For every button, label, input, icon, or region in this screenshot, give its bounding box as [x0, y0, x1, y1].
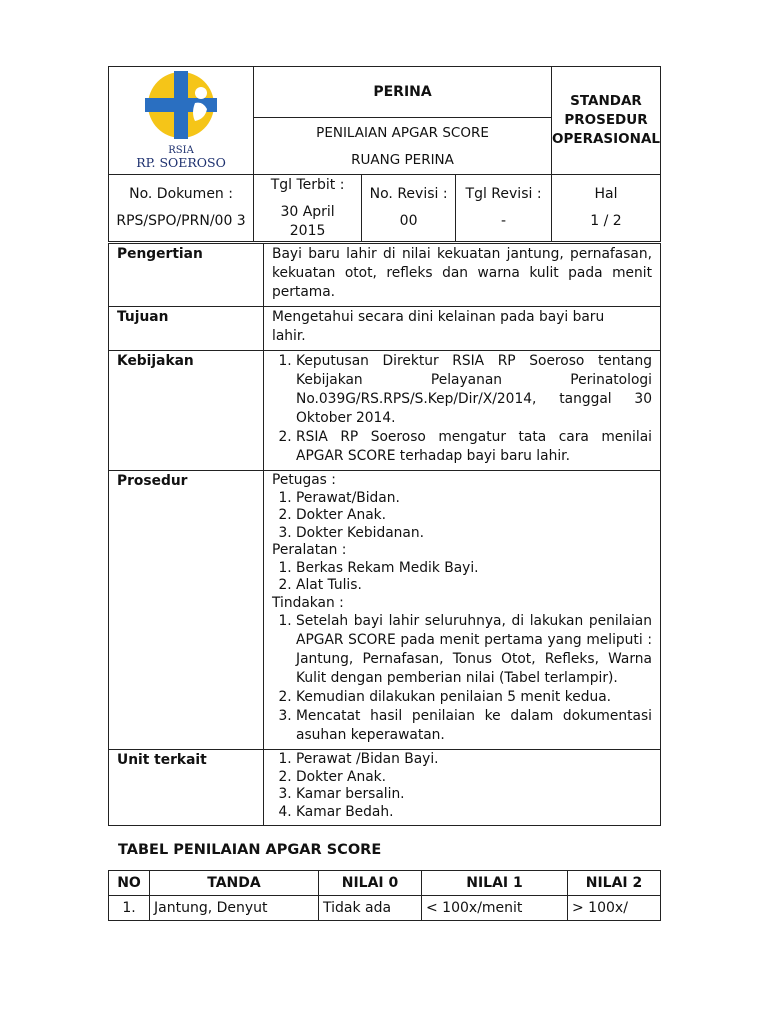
- pengertian-row: [109, 244, 661, 307]
- doc-type-line-3: OPERASIONAL: [551, 131, 660, 147]
- column-header: NO: [109, 871, 150, 896]
- title-cell: [254, 67, 552, 175]
- list-item: 3. Kamar bersalin.: [296, 786, 652, 804]
- doc-type-line-2: PROSEDUR: [564, 112, 648, 128]
- list-item: 1. Setelah bayi lahir seluruhnya, di lakukan penilaian APGAR SCORE pada menit pertama yang meliputi : Jantung, Pernafasan, Tonus Otot, Refleks, Warna Kulit dengan pemberian nilai (Tabel terlampir).: [296, 612, 652, 688]
- table-cell: Jantung, Denyut: [150, 896, 319, 921]
- column-header: NILAI 1: [422, 871, 568, 896]
- sop-body-table: [108, 243, 661, 826]
- tgl-terbit-cell: [254, 175, 362, 242]
- list-item: 1. Keputusan Direktur RSIA RP Soeroso tentang Kebijakan Pelayanan Perinatologi No.039G/RS.RPS/S.Kep/Dir/X/2014, tanggal 30 Oktober 2014.: [296, 352, 652, 428]
- pengertian-text: Bayi baru lahir di nilai kekuatan jantung, pernafasan, kekuatan otot, refleks dan warna kulit pada menit pertama.: [264, 244, 661, 307]
- table-cell: < 100x/menit: [422, 896, 568, 921]
- prosedur-label: Prosedur: [109, 471, 264, 750]
- list-item: 2. Alat Tulis.: [296, 577, 652, 595]
- tgl-revisi-cell: [456, 175, 552, 242]
- list-item: 2. Dokter Anak.: [296, 769, 652, 787]
- tgl-revisi-value: -: [501, 213, 507, 229]
- no-revisi-cell: [362, 175, 456, 242]
- unit-terkait-content: [264, 750, 661, 826]
- table-cell: Tidak ada: [319, 896, 422, 921]
- list-item: 1. Berkas Rekam Medik Bayi.: [296, 560, 652, 578]
- list-item: 1. Perawat/Bidan.: [296, 490, 652, 508]
- tujuan-row: [109, 307, 661, 351]
- table-row: [109, 896, 661, 921]
- tujuan-label: Tujuan: [109, 307, 264, 351]
- list-item: 3. Dokter Kebidanan.: [296, 525, 652, 543]
- hal-cell: [551, 175, 660, 242]
- prosedur-content: [264, 471, 661, 750]
- pengertian-label: Pengertian: [109, 244, 264, 307]
- hal-label: Hal: [594, 186, 618, 202]
- tgl-revisi-label: Tgl Revisi :: [465, 186, 542, 202]
- logo-text-bottom: RP. SOEROSO: [136, 155, 226, 170]
- unit-terkait-label: Unit terkait: [109, 750, 264, 826]
- doc-type-cell: [551, 67, 660, 175]
- column-header: NILAI 0: [319, 871, 422, 896]
- peralatan-label: Peralatan :: [272, 542, 347, 558]
- unit-terkait-row: [109, 750, 661, 826]
- no-dokumen-value: RPS/SPO/PRN/00 3: [116, 213, 246, 229]
- logo-cell: [109, 67, 254, 175]
- table-cell: > 100x/: [568, 896, 661, 921]
- list-item: 4. Kamar Bedah.: [296, 804, 652, 822]
- apgar-table: [108, 870, 661, 921]
- column-header: TANDA: [150, 871, 319, 896]
- apgar-header-row: [109, 871, 661, 896]
- hospital-logo-icon: [141, 71, 221, 141]
- table-cell: 1.: [109, 896, 150, 921]
- no-revisi-value: 00: [399, 213, 418, 229]
- kebijakan-row: [109, 351, 661, 471]
- document-title: PENILAIAN APGAR SCORE: [316, 125, 489, 141]
- list-item: 2. RSIA RP Soeroso mengatur tata cara menilai APGAR SCORE terhadap bayi baru lahir.: [296, 428, 652, 466]
- logo-text-top: RSIA: [168, 145, 194, 156]
- tgl-terbit-value: 30 April 2015: [280, 203, 335, 239]
- unit-name: PERINA: [254, 67, 551, 118]
- column-header: NILAI 2: [568, 871, 661, 896]
- tindakan-label: Tindakan :: [272, 594, 344, 611]
- apgar-table-caption: TABEL PENILAIAN APGAR SCORE: [118, 842, 382, 858]
- kebijakan-label: Kebijakan: [109, 351, 264, 471]
- no-revisi-label: No. Revisi :: [369, 186, 448, 202]
- kebijakan-content: [264, 351, 661, 471]
- list-item: 2. Dokter Anak.: [296, 507, 652, 525]
- tgl-terbit-label: Tgl Terbit :: [270, 176, 345, 193]
- location: RUANG PERINA: [351, 152, 454, 168]
- doc-type-line-1: STANDAR: [570, 93, 642, 109]
- hal-value: 1 / 2: [590, 213, 622, 229]
- list-item: 1. Perawat /Bidan Bayi.: [296, 751, 652, 769]
- tujuan-text: Mengetahui secara dini kelainan pada bayi baru lahir.: [264, 307, 661, 351]
- header-table: [108, 66, 661, 242]
- list-item: 3. Mencatat hasil penilaian ke dalam dokumentasi asuhan keperawatan.: [296, 707, 652, 745]
- no-dokumen-label: No. Dokumen :: [129, 186, 233, 202]
- no-dokumen-cell: [109, 175, 254, 242]
- list-item: 2. Kemudian dilakukan penilaian 5 menit kedua.: [296, 688, 652, 707]
- petugas-label: Petugas :: [272, 472, 336, 488]
- prosedur-row: [109, 471, 661, 750]
